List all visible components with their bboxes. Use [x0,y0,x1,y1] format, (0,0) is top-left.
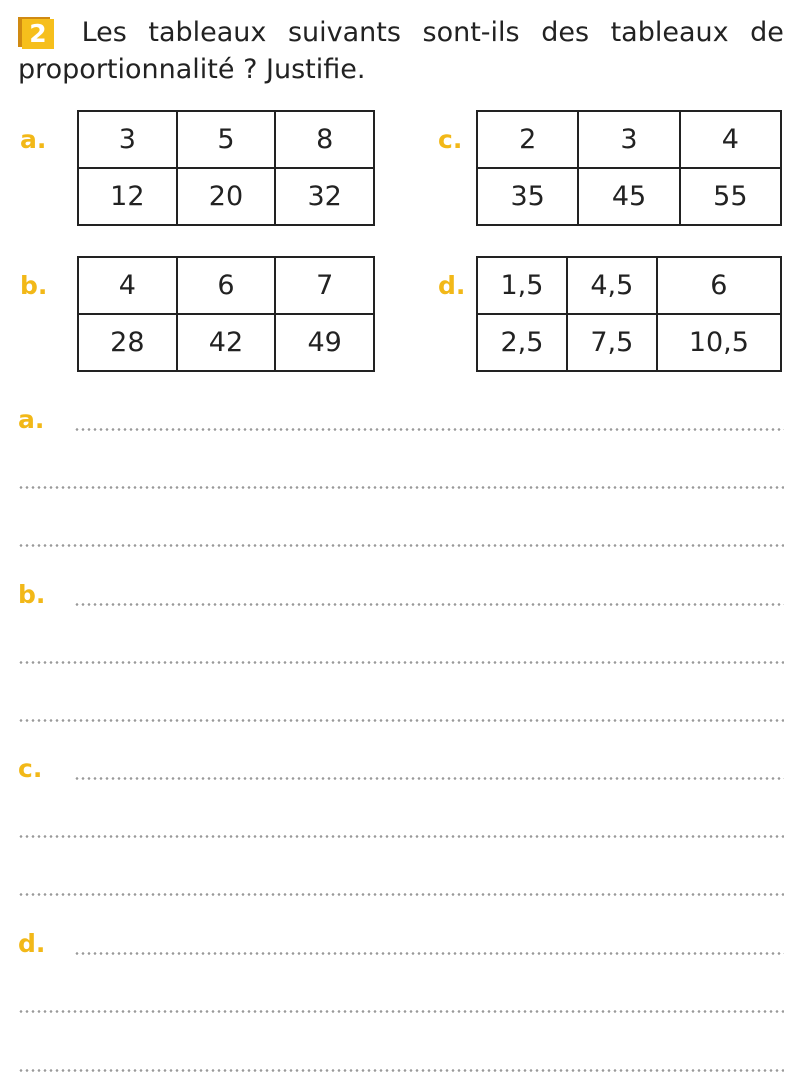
answer-label-d: d. [18,929,46,958]
table-cell: 2,5 [477,314,567,371]
table-row [78,314,374,371]
exercise-number-badge [18,17,54,49]
table-cell: 8 [275,111,374,168]
answer-line-d-1[interactable] [18,929,784,959]
table-row [477,111,781,168]
instruction-word: sont-ils [422,17,520,48]
answer-line-c-1[interactable] [18,754,784,784]
dotted-line [18,661,784,664]
instruction-word: tableaux [610,17,729,48]
instruction-line-2: proportionnalité ? Justifie. [18,54,366,85]
table-label-c: c. [438,125,463,154]
table-cell: 6 [177,257,276,314]
answer-line-a-1[interactable] [18,405,784,435]
table-cell: 12 [78,168,177,225]
table-cell: 4,5 [567,257,657,314]
dotted-line [18,835,784,838]
answer-line-b-1[interactable] [18,580,784,610]
dotted-line [74,952,784,955]
table-cell: 5 [177,111,276,168]
table-cell: 45 [578,168,679,225]
table-label-b: b. [20,271,48,300]
answer-line-b-3[interactable] [18,696,784,726]
instruction-word: de [750,17,784,48]
table-row [78,168,374,225]
table-c [476,110,782,226]
table-cell: 7,5 [567,314,657,371]
table-cell: 4 [680,111,781,168]
table-cell: 3 [578,111,679,168]
table-row [78,111,374,168]
exercise-number: 2 [22,19,54,49]
table-cell: 2 [477,111,578,168]
table-label-a: a. [20,125,47,154]
dotted-line [18,1010,784,1013]
table-row [477,168,781,225]
table-cell: 10,5 [657,314,781,371]
table-cell: 3 [78,111,177,168]
table-cell: 49 [275,314,374,371]
answer-line-d-2[interactable] [18,987,784,1017]
table-cell: 7 [275,257,374,314]
table-row [477,257,781,314]
table-cell: 35 [477,168,578,225]
exercise-header [18,14,784,88]
table-cell: 4 [78,257,177,314]
table-cell: 20 [177,168,276,225]
dotted-line [18,486,784,489]
answer-line-b-2[interactable] [18,638,784,668]
answer-label-a: a. [18,405,45,434]
table-cell: 1,5 [477,257,567,314]
dotted-line [74,603,784,606]
table-row [477,314,781,371]
instruction-word: des [541,17,590,48]
dotted-line [18,1069,784,1072]
table-cell: 6 [657,257,781,314]
instruction-line-1 [18,14,784,51]
table-cell: 42 [177,314,276,371]
table-row [78,257,374,314]
answer-line-d-3[interactable] [18,1046,784,1076]
dotted-line [74,777,784,780]
table-d [476,256,782,372]
answer-label-b: b. [18,580,46,609]
table-cell: 28 [78,314,177,371]
answer-line-c-2[interactable] [18,812,784,842]
answer-line-c-3[interactable] [18,870,784,900]
table-cell: 32 [275,168,374,225]
dotted-line [74,428,784,431]
instruction-word: Les [81,17,127,48]
table-b [77,256,375,372]
table-label-d: d. [438,271,466,300]
answer-label-c: c. [18,754,43,783]
dotted-line [18,719,784,722]
dotted-line [18,544,784,547]
table-a [77,110,375,226]
answer-line-a-3[interactable] [18,521,784,551]
instruction-word: suivants [287,17,401,48]
dotted-line [18,893,784,896]
table-cell: 55 [680,168,781,225]
answer-line-a-2[interactable] [18,463,784,493]
instruction-word: tableaux [148,17,267,48]
